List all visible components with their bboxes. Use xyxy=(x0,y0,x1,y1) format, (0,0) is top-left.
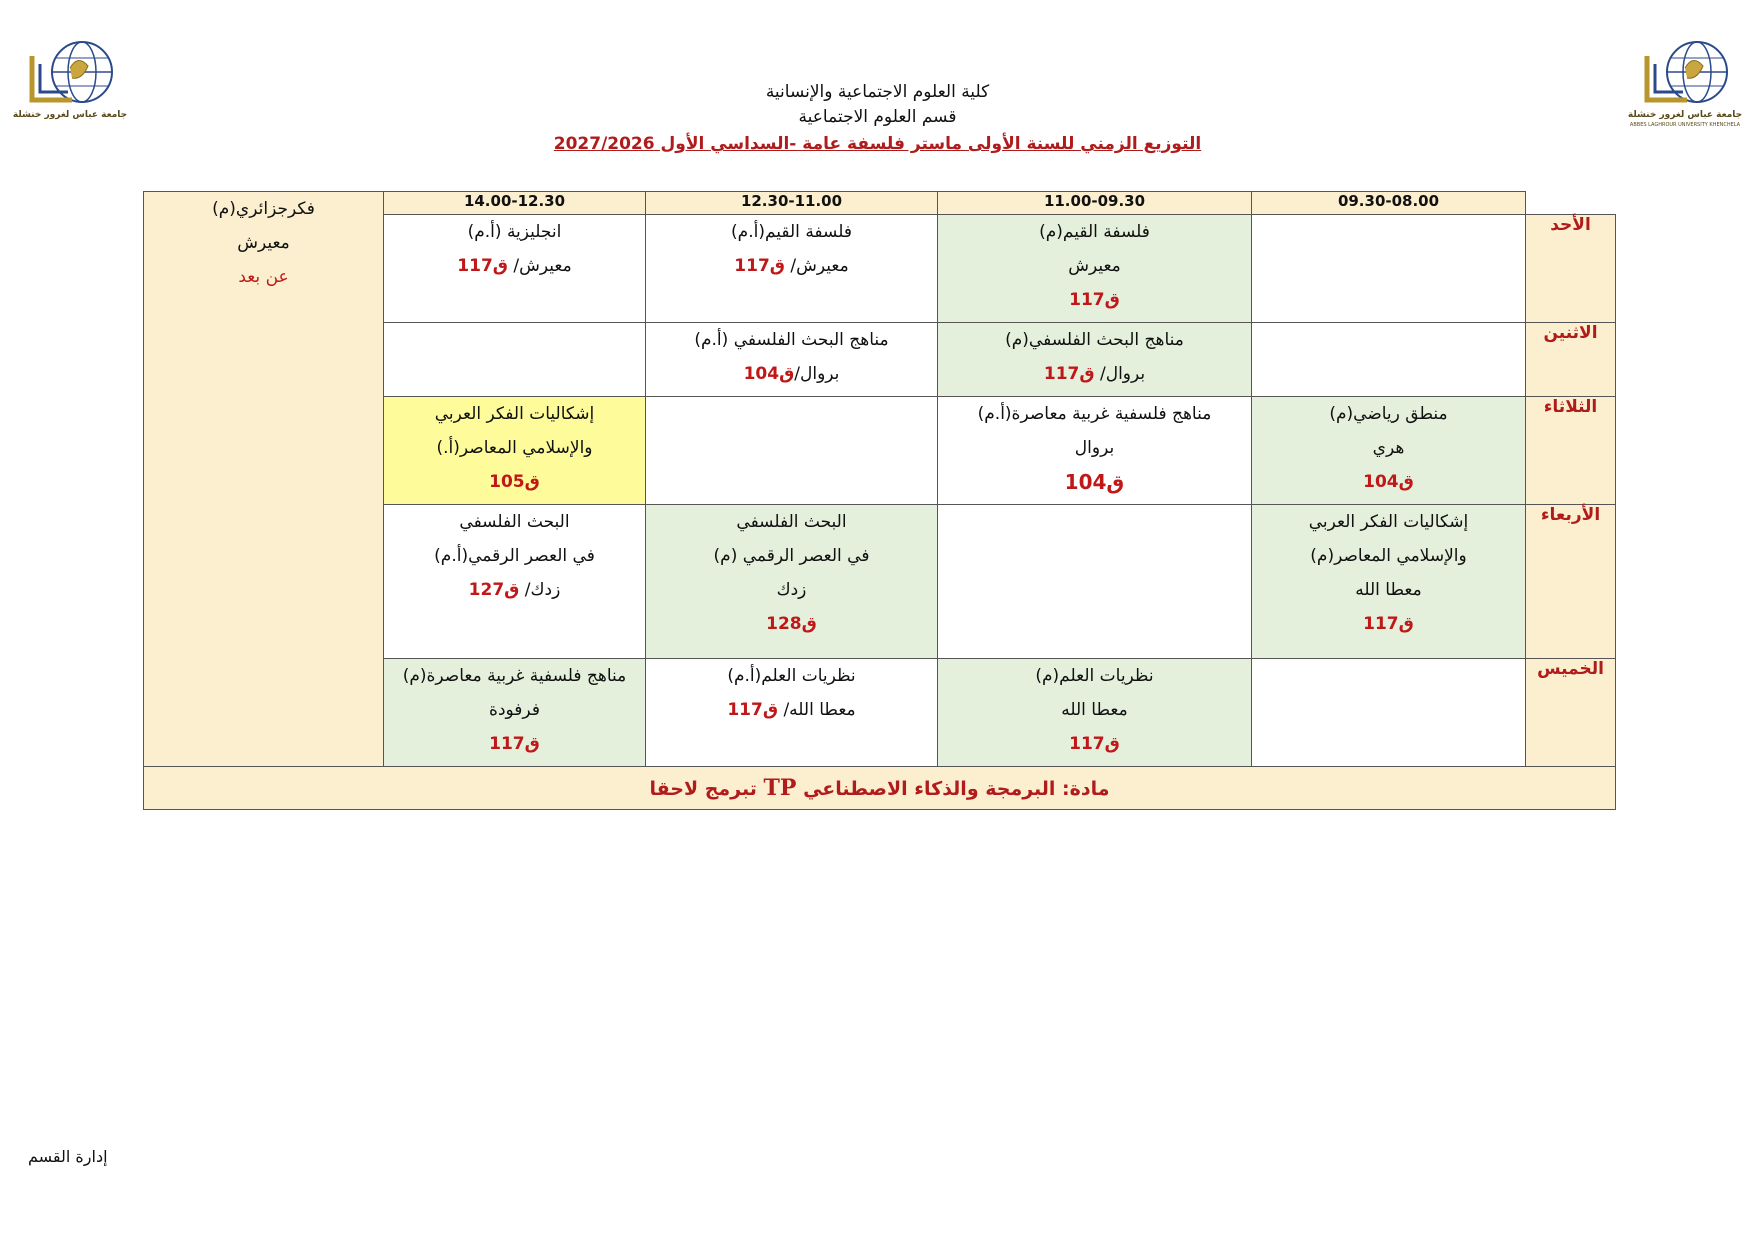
schedule-cell xyxy=(938,323,1252,397)
course-name: إشكاليات الفكر العربي xyxy=(434,404,595,424)
schedule-cell-empty xyxy=(1252,659,1526,767)
room-number: ق105 xyxy=(489,472,540,492)
day-label: الأربعاء xyxy=(1526,505,1616,659)
footer-suffix: تبرمج لاحقا xyxy=(649,778,757,800)
schedule-cell xyxy=(646,323,938,397)
course-name: نظريات العلم(أ.م) xyxy=(727,666,856,686)
teacher-room-line xyxy=(646,693,937,727)
course-name-cont: والإسلامي المعاصر(أ.) xyxy=(436,438,593,458)
schedule-cell xyxy=(646,659,938,767)
room-number: ق117 xyxy=(457,256,508,276)
schedule-cell xyxy=(384,215,646,323)
course-name: البحث الفلسفي xyxy=(736,512,847,532)
teacher-name: معيرش/ xyxy=(790,256,849,276)
room-number: ق117 xyxy=(734,256,785,276)
remote-course-name: فكرجزائري(م) xyxy=(212,199,315,219)
course-name: إشكاليات الفكر العربي xyxy=(1308,512,1469,532)
course-name: نظريات العلم(م) xyxy=(1035,666,1154,686)
time-slot-4: 14.00-12.30 xyxy=(384,192,646,215)
schedule-cell xyxy=(384,659,646,767)
schedule-cell xyxy=(1252,397,1526,505)
schedule-cell-empty xyxy=(1252,215,1526,323)
day-label: الاثنين xyxy=(1526,323,1616,397)
teacher-name: بروال/ xyxy=(794,364,840,384)
course-name-cont: في العصر الرقمي (م) xyxy=(713,546,870,566)
teacher-name: معطا الله/ xyxy=(783,700,856,720)
teacher-name: بروال xyxy=(1074,438,1115,458)
schedule-cell xyxy=(646,215,938,323)
teacher-name: هري xyxy=(1372,438,1405,458)
footer-prefix: مادة: البرمجة والذكاء الاصطناعي xyxy=(803,778,1110,800)
course-name: انجليزية (أ.م) xyxy=(467,222,562,242)
teacher-room-line xyxy=(384,249,645,283)
logo-english-caption: ABBES LAGHROUR UNIVERSITY KHENCHELA xyxy=(1629,122,1741,128)
footer-tp: TP xyxy=(763,775,797,801)
time-slot-3: 12.30-11.00 xyxy=(646,192,938,215)
teacher-name: معيرش/ xyxy=(513,256,572,276)
course-name: البحث الفلسفي xyxy=(459,512,570,532)
teacher-name: معطا الله xyxy=(1355,580,1422,600)
footer-note xyxy=(144,767,1616,810)
schedule-title: التوزيع الزمني للسنة الأولى ماستر فلسفة عامة -السداسي الأول 2027/2026 xyxy=(553,134,1202,154)
room-number: ق117 xyxy=(727,700,779,720)
room-number: ق117 xyxy=(1363,614,1414,634)
course-name: مناهج فلسفية غربية معاصرة(م) xyxy=(402,666,627,686)
teacher-name: فرفودة xyxy=(489,700,540,720)
remote-course-cell xyxy=(144,192,384,767)
room-number: ق117 xyxy=(1069,734,1120,754)
teacher-room-line xyxy=(938,357,1251,391)
day-label: الثلاثاء xyxy=(1526,397,1616,505)
course-name: مناهج البحث الفلسفي(م) xyxy=(1005,330,1184,350)
room-number: ق104 xyxy=(1064,470,1125,494)
signature-label: إدارة القسم xyxy=(28,1147,108,1166)
corner-cell xyxy=(1526,192,1616,215)
schedule-cell-empty xyxy=(646,397,938,505)
logo-arabic-caption: جامعة عباس لغرور خنشلة xyxy=(12,110,128,120)
teacher-name: زدك xyxy=(776,580,807,600)
schedule-cell xyxy=(938,397,1252,505)
teacher-room-line xyxy=(646,357,937,391)
schedule-cell xyxy=(384,397,646,505)
time-header-row xyxy=(144,192,1616,215)
teacher-name: زدك/ xyxy=(524,580,561,600)
time-slot-2: 11.00-09.30 xyxy=(938,192,1252,215)
day-label: الخميس xyxy=(1526,659,1616,767)
schedule-cell xyxy=(938,659,1252,767)
room-number: ق127 xyxy=(468,580,520,600)
course-name: منطق رياضي(م) xyxy=(1329,404,1448,424)
schedule-cell xyxy=(1252,505,1526,659)
teacher-name: معطا الله xyxy=(1061,700,1128,720)
department-name: قسم العلوم الاجتماعية xyxy=(798,107,957,127)
faculty-name: كلية العلوم الاجتماعية والإنسانية xyxy=(765,82,990,102)
schedule-cell-empty xyxy=(938,505,1252,659)
schedule-cell-empty xyxy=(384,323,646,397)
schedule-cell xyxy=(384,505,646,659)
logo-arabic-caption: جامعة عباس لغرور خنشلة xyxy=(1627,110,1743,120)
remote-course-mode: عن بعد xyxy=(238,267,289,287)
teacher-name: معيرش xyxy=(1068,256,1121,276)
room-number: ق104 xyxy=(743,364,795,384)
day-label: الأحد xyxy=(1526,215,1616,323)
room-number: ق117 xyxy=(489,734,540,754)
teacher-room-line xyxy=(646,249,937,283)
schedule-cell xyxy=(646,505,938,659)
teacher-room-line xyxy=(384,573,645,607)
remote-course-teacher: معيرش xyxy=(237,233,290,253)
course-name: فلسفة القيم(م) xyxy=(1039,222,1150,242)
room-number: ق128 xyxy=(766,614,817,634)
footer-row xyxy=(144,767,1616,810)
course-name-cont: في العصر الرقمي(أ.م) xyxy=(434,546,595,566)
schedule-table xyxy=(143,191,1616,810)
course-name: مناهج فلسفية غربية معاصرة(أ.م) xyxy=(977,404,1212,424)
room-number: ق117 xyxy=(1043,364,1095,384)
time-slot-1: 09.30-08.00 xyxy=(1252,192,1526,215)
course-name: مناهج البحث الفلسفي (أ.م) xyxy=(694,330,889,350)
teacher-name: بروال/ xyxy=(1099,364,1146,384)
room-number: ق117 xyxy=(1069,290,1120,310)
course-name-cont: والإسلامي المعاصر(م) xyxy=(1310,546,1467,566)
schedule-cell xyxy=(938,215,1252,323)
room-number: ق104 xyxy=(1363,472,1414,492)
schedule-cell-empty xyxy=(1252,323,1526,397)
course-name: فلسفة القيم(أ.م) xyxy=(731,222,852,242)
